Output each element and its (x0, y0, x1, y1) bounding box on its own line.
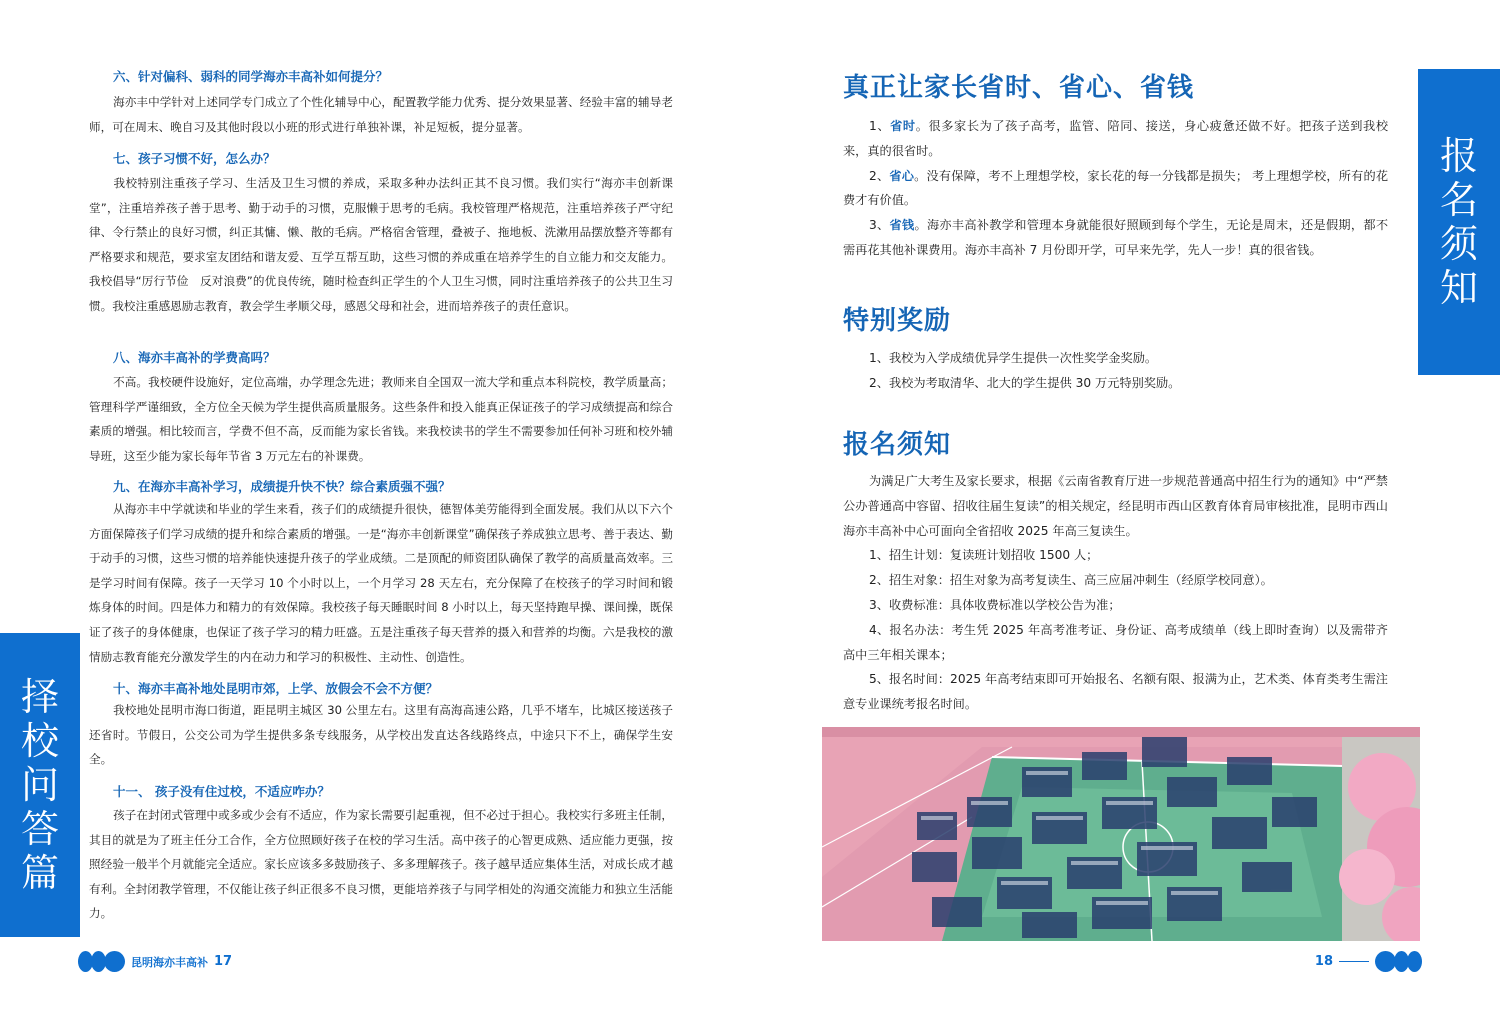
side-tab-char: 报 (1439, 134, 1478, 178)
save-item: 1、省时。很多家长为了孩子高考，监管、陪同、接送，身心疲惫还做不好。把孩子送到我校来，真的很省时。 (843, 119, 1389, 158)
heading-reward: 特别奖励 (843, 306, 952, 336)
enroll-item: 4、报名办法：考生凭 2025 年高考准考证、身份证、高考成绩单（线上即时查询）以及需带齐高中三年相关课本； (843, 622, 1388, 662)
section-body-9: 从海亦丰中学就读和毕业的学生来看，孩子们的成绩提升很快，德智体美劳能得到全面发展。我们从以下六个方面保障孩子们学习成绩的提升和综合素质的增强。一是“海亦丰创新课堂”确保孩子养成独立思考、善于表达、勤于动手的习惯，这些习惯的培养能快速提升孩子的学业成绩。二是顶配的师资团队确保了教学的高质量高效率。三是学习时间有保障。孩子一天学习 10 个小时以上，一个月学习 28 天左右，充分保障了在校孩子的学习时间和锻炼身体的时间。四是体力和精力的有效保障。我校孩子每天睡眠时间 8 小时以上，每天坚持跑早操、课间操，既保证了孩子的身体健康，也保证了孩子学习的精力旺盛。五是注重孩子每天营养的摄入和营养的均衡。六是我校的激情励志教育能充分激发学生的内在动力和学习的积极性、主动性、创造性。 (89, 502, 673, 664)
page-number: 17 (214, 954, 233, 969)
footer-right (1309, 951, 1420, 972)
reward-item: 1、我校为入学成绩优异学生提供一次性奖学金奖励。 (869, 351, 1158, 365)
section-body-10: 我校地处昆明市海口街道，距昆明主城区 30 公里左右。这里有高海高速公路，几乎不堵车，比城区接送孩子还省时。节假日，公交公司为学生提供多条专线服务，从学校出发直达各线路终点，中途只下不上，确保学生安全。 (89, 703, 673, 767)
side-tab-char: 篇 (20, 851, 59, 895)
enroll-item: 5、报名时间：2025 年高考结束即可开始报名、名额有限、报满为止，艺术类、体育类考生需注意专业课统考报名时间。 (843, 672, 1388, 712)
side-tab-qa (0, 633, 80, 937)
side-tab-char: 答 (20, 807, 59, 851)
enroll-item: 1、招生计划：复读班计划招收 1500 人； (869, 548, 1099, 563)
footer-left (78, 951, 232, 972)
footer-dot-icon (104, 951, 125, 972)
enroll-item: 2、招生对象：招生对象为高考复读生、高三应届冲刺生（经原学校同意）。 (869, 573, 1273, 588)
footer-dot-icon (1407, 951, 1422, 972)
section-body-8: 不高。我校硬件设施好，定位高端，办学理念先进；教师来自全国双一流大学和重点本科院校，教学质量高；管理科学严谨细致，全方位全天候为学生提供高质量服务。这些条件和投入能真正保证孩子的学习成绩提高和综合素质的增强。相比较而言，学费不但不高，反而能为家长省钱。来我校读书的学生不需要参加任何补习班和校外辅导班，这至少能为家长每年节省 3 万元左右的补课费。 (89, 375, 673, 463)
footer-brand: 昆明海亦丰高补 (131, 955, 208, 969)
side-tab-char: 名 (1439, 178, 1478, 222)
section-title-6: 六、针对偏科、弱科的同学海亦丰高补如何提分？ (113, 69, 389, 84)
side-tab-char: 问 (20, 763, 59, 807)
footer-rule (1339, 961, 1369, 962)
section-body-11: 孩子在封闭式管理中或多或少会有不适应，作为家长需要引起重视，但不必过于担心。我校实行多班主任制，其目的就是为了班主任分工合作，全方位照顾好孩子在校的学习生活。高中孩子的心智更成熟、适应能力更强，按照经验一般半个月就能完全适应。家长应该多多鼓励孩子、多多理解孩子。孩子越早适应集体生活，对成长成才越有利。全封闭教学管理，不仅能让孩子纠正很多不良习惯，更能培养孩子与同学相处的沟通交流能力和独立生活能力。 (89, 808, 673, 921)
footer-dot-icon (1375, 951, 1396, 972)
section-body-6: 海亦丰中学针对上述同学专门成立了个性化辅导中心，配置教学能力优秀、提分效果显著、经验丰富的辅导老师，可在周末、晚自习及其他时段以小班的形式进行单独补课，补足短板，提分显著。 (89, 95, 673, 134)
enroll-item: 3、收费标准：具体收费标准以学校公告为准； (869, 597, 1121, 612)
save-item: 3、省钱。海亦丰高补教学和管理本身就能很好照顾到每个学生，无论是周末，还是假期，都不需再花其他补课费用。海亦丰高补 7 月份即开学，可早来先学，先人一步！真的很省钱。 (843, 218, 1389, 257)
heading-enroll: 报名须知 (843, 430, 952, 460)
page-number: 18 (1314, 954, 1333, 969)
side-tab-char: 须 (1439, 222, 1478, 266)
section-title-8: 八、海亦丰高补的学费高吗？ (113, 350, 276, 365)
side-tab-char: 择 (20, 675, 59, 719)
section-body-7: 我校特别注重孩子学习、生活及卫生习惯的养成，采取多种办法纠正其不良习惯。我们实行“海亦丰创新课堂”，注重培养孩子善于思考、勤于动手的习惯，克服懒于思考的毛病。我校管理严格规范，注重培养孩子严守纪律、令行禁止的良好习惯，纠正其慵、懒、散的毛病。严格宿舍管理，叠被子、拖地板、洗漱用品摆放整齐等都有严格要求和规范，要求室友团结和谐友爱、互学互帮互助，这些习惯的养成重在培养学生的自立能力和交友能力。我校倡导“厉行节俭 反对浪费”的优良传统，随时检查纠正学生的个人卫生习惯，同时注重培养孩子的公共卫生习惯。我校注重感恩励志教育，教会学生孝顺父母，感恩父母和社会，进而培养孩子的责任意识。 (89, 176, 673, 313)
section-title-9: 九、在海亦丰高补学习，成绩提升快不快？综合素质强不强？ (113, 479, 451, 494)
side-tab-char: 校 (20, 719, 59, 763)
heading-save: 真正让家长省时、省心、省钱 (843, 73, 1195, 103)
right-page (750, 0, 1500, 1024)
reward-list (843, 346, 1388, 396)
save-item: 2、省心。没有保障，考不上理想学校，家长花的每一分钱都是损失； 考上理想学校，所有的花费才有价值。 (843, 168, 1388, 208)
section-title-10: 十、海亦丰高补地处昆明市郊，上学、放假会不会不方便？ (113, 681, 439, 696)
enroll-list (843, 469, 1388, 717)
section-title-7: 七、孩子习惯不好，怎么办？ (113, 151, 276, 166)
side-tab-char: 知 (1439, 266, 1478, 310)
side-tab-enroll (1418, 69, 1500, 375)
reward-item: 2、我校为考取清华、北大的学生提供 30 万元特别奖励。 (869, 375, 1181, 390)
enroll-intro: 为满足广大考生及家长要求，根据《云南省教育厅进一步规范普通高中招生行为的通知》中“严禁公办普通高中容留、招收往届生复读”的相关规定，经昆明市西山区教育体育局审核批准，昆明市西山海亦丰高补中心可面向全省招收 2025 年高三复读生。 (843, 474, 1388, 538)
save-list (843, 114, 1388, 263)
campus-assembly-photo (822, 727, 1420, 941)
section-title-11: 十一、 孩子没有住过校，不适应咋办？ (113, 784, 330, 799)
